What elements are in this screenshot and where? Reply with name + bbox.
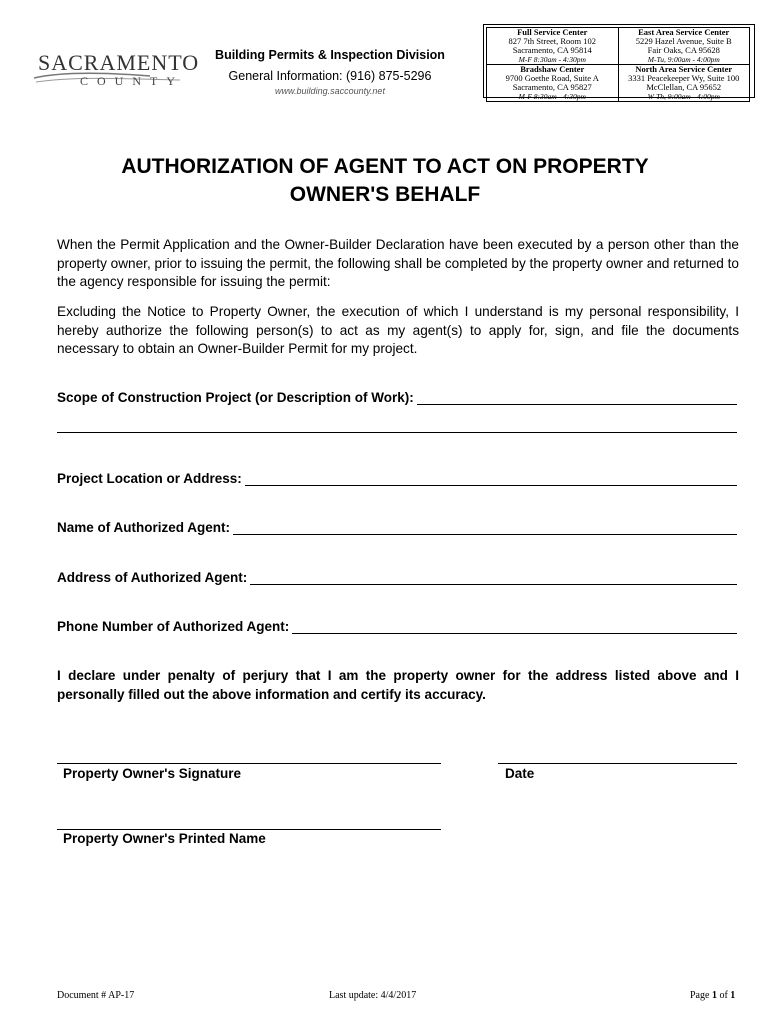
agent-address-field[interactable] bbox=[57, 565, 737, 585]
center-name: Full Service Center bbox=[517, 27, 588, 37]
center-address-line2: Sacramento, CA 95814 bbox=[512, 45, 592, 55]
service-center-bradshaw bbox=[487, 65, 619, 102]
sacramento-county-logo bbox=[30, 44, 200, 94]
owner-signature-label: Property Owner's Signature bbox=[63, 766, 242, 781]
location-label: Project Location or Address: bbox=[57, 471, 242, 486]
website-link[interactable]: www.building.saccounty.net bbox=[275, 86, 385, 96]
page-total: 1 bbox=[730, 990, 736, 1001]
agent-address-label: Address of Authorized Agent: bbox=[57, 570, 248, 585]
agent-name-label: Name of Authorized Agent: bbox=[57, 520, 230, 535]
document-title bbox=[40, 153, 730, 209]
agent-address-input-line[interactable] bbox=[250, 570, 737, 585]
center-hours: W-Th, 9:00am - 4:00pm bbox=[647, 92, 720, 101]
center-hours: M-F 8:30am - 4:30pm bbox=[518, 55, 586, 64]
service-center-east bbox=[618, 28, 750, 65]
center-name: Bradshaw Center bbox=[520, 64, 585, 74]
agent-phone-input-line[interactable] bbox=[292, 619, 737, 634]
division-name: Building Permits & Inspection Division bbox=[215, 48, 445, 62]
page-prefix: Page bbox=[690, 990, 710, 1001]
logo-name-top: SACRAMENTO bbox=[38, 50, 200, 75]
center-address-line2: Fair Oaks, CA 95628 bbox=[647, 45, 720, 55]
declaration-statement: I declare under penalty of perjury that I am the property owner for the address listed above and I personally filled out the above information and certify its accuracy. bbox=[57, 668, 739, 702]
service-center-north bbox=[618, 65, 750, 102]
center-address-line2: McClellan, CA 95652 bbox=[646, 82, 722, 92]
last-update: Last update: 4/4/2017 bbox=[329, 990, 417, 1001]
page-number bbox=[690, 990, 735, 1001]
scope-label: Scope of Construction Project (or Description of Work): bbox=[57, 390, 414, 405]
center-address-line1: 5229 Hazel Avenue, Suite B bbox=[635, 36, 732, 46]
printed-name-label: Property Owner's Printed Name bbox=[63, 831, 266, 846]
center-hours: M-F 8:30am - 4:30pm bbox=[518, 92, 586, 101]
center-address-line1: 9700 Goethe Road, Suite A bbox=[505, 73, 599, 83]
agent-name-field[interactable] bbox=[57, 515, 737, 535]
location-input-line[interactable] bbox=[245, 471, 737, 486]
title-line-2: OWNER'S BEHALF bbox=[289, 183, 481, 206]
center-hours: M-Tu, 9:00am - 4:00pm bbox=[647, 55, 720, 64]
center-name: East Area Service Center bbox=[638, 27, 730, 37]
agent-phone-field[interactable] bbox=[57, 614, 737, 634]
date-line[interactable] bbox=[498, 763, 737, 764]
general-info-phone: General Information: (916) 875-5296 bbox=[228, 69, 432, 83]
center-address-line2: Sacramento, CA 95827 bbox=[512, 82, 592, 92]
date-label: Date bbox=[505, 766, 535, 781]
agent-phone-label: Phone Number of Authorized Agent: bbox=[57, 619, 290, 634]
scope-continuation-line[interactable] bbox=[57, 432, 737, 433]
document-number: Document # AP-17 bbox=[57, 990, 135, 1001]
title-line-1: AUTHORIZATION OF AGENT TO ACT ON PROPERTY bbox=[121, 155, 649, 178]
intro-paragraph: When the Permit Application and the Owner-Builder Declaration have been executed by a person other than the property owner, prior to issuing the permit, the following shall be completed by the property owner and returned to the agency responsible for issuing the permit: bbox=[57, 237, 739, 289]
center-name: North Area Service Center bbox=[635, 64, 733, 74]
scope-field[interactable] bbox=[57, 385, 737, 405]
authorization-paragraph: Excluding the Notice to Property Owner, the execution of which I understand is my personal responsibility, I hereby authorize the following person(s) to act as my agent(s) to apply for, sign, and file the documents necessary to obtain an Owner-Builder Permit for my project. bbox=[57, 304, 739, 356]
center-address-line1: 3331 Peacekeeper Wy, Suite 100 bbox=[628, 73, 740, 83]
agent-name-input-line[interactable] bbox=[233, 520, 737, 535]
logo-name-bottom: COUNTY bbox=[80, 74, 184, 88]
center-address-line1: 827 7th Street, Room 102 bbox=[508, 36, 597, 46]
location-field[interactable] bbox=[57, 466, 737, 486]
service-center-full bbox=[487, 28, 619, 65]
printed-name-line[interactable] bbox=[57, 829, 441, 830]
page-of: of bbox=[719, 990, 728, 1001]
service-centers-box bbox=[483, 24, 755, 101]
service-centers-table bbox=[486, 27, 750, 102]
page-current: 1 bbox=[711, 990, 717, 1001]
scope-input-line[interactable] bbox=[417, 390, 737, 405]
owner-signature-line[interactable] bbox=[57, 763, 441, 764]
